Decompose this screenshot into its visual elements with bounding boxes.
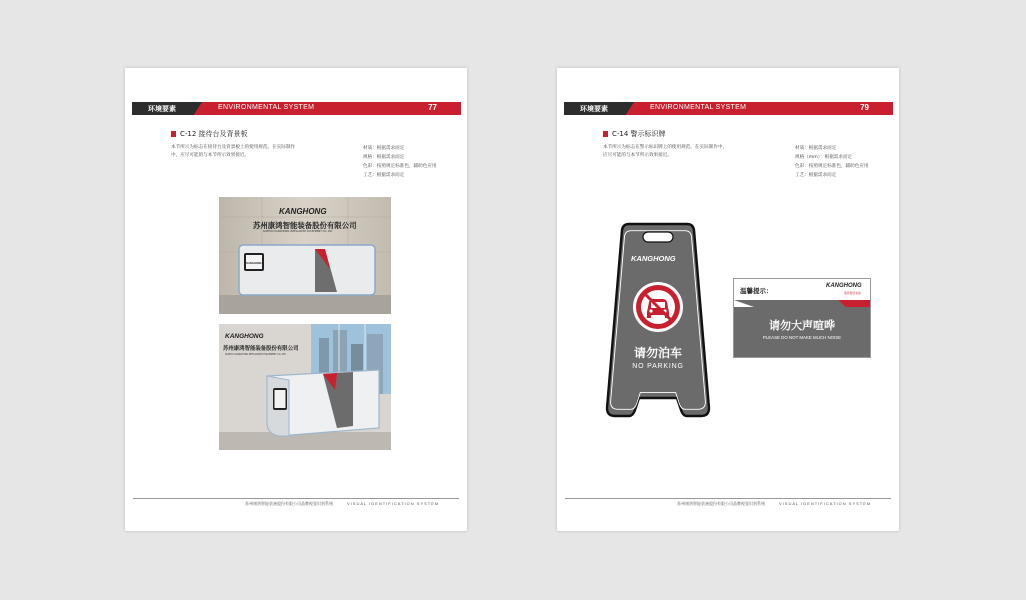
page-footer [245, 501, 439, 507]
no-parking-sign [603, 220, 713, 420]
kanghong-logo: KANGHONG [631, 254, 676, 263]
section-title-text: C-14 警示标识牌 [612, 130, 666, 138]
spec-item: 材质：根据需求而定 [363, 146, 405, 151]
section-title [603, 129, 666, 139]
page-footer [677, 501, 871, 507]
reminder-label: 温馨提示： [740, 287, 773, 295]
section-title-text: C-12 接待台及背景板 [180, 130, 248, 138]
desk-screen-logo: KANGHONG [246, 262, 262, 265]
company-name-cn: 苏州康鸿智能装备股份有限公司 [253, 221, 357, 230]
manual-page-left [125, 68, 467, 531]
header-cn-title: 环境要素 [148, 105, 176, 113]
spec-item: 色彩：按照规定标准色，辅助色应用 [795, 164, 869, 169]
reception-desk-photo-front [219, 197, 391, 314]
page-number: 79 [860, 103, 869, 112]
section-description: 本节所示为标志在警示标识牌上的使用规范。在实际制作中，应尽可能的与本节所示效果接近。 [603, 145, 728, 158]
footer-en: VISUAL IDENTIFICATION SYSTEM [779, 501, 872, 506]
header-en-title: ENVIRONMENTAL SYSTEM [650, 104, 747, 111]
reception-desk-angle-illustration [219, 324, 391, 450]
kanghong-logo: KANGHONG [826, 283, 862, 289]
section-title [171, 129, 248, 139]
reception-desk-photo-angle [219, 324, 391, 450]
footer-divider [565, 498, 891, 499]
quiet-reminder-sign [733, 278, 871, 358]
spec-item: 规格：根据需求而定 [363, 155, 405, 160]
no-parking-text-cn: 请勿泊车 [633, 346, 682, 360]
page-header-bar [132, 102, 461, 115]
kanghong-logo: KANGHONG [279, 207, 327, 216]
section-description: 本节所示为标志在接待台及背景板上的使用规范。在实际制作中，应尽可能的与本节所示效果接近。 [171, 145, 296, 158]
quiet-text-en: PLEASE DO NOT MAKE MUCH NOISE [762, 335, 842, 340]
footer-divider [133, 498, 459, 499]
section-marker-icon [603, 131, 608, 137]
company-name-cn: 苏州康鸿智能装备股份有限公司 [223, 346, 299, 352]
logo-subtitle: 康鸿智能装备 [844, 291, 861, 295]
spec-item: 材质：根据需求而定 [795, 146, 837, 151]
page-number: 77 [428, 103, 437, 112]
header-en-title: ENVIRONMENTAL SYSTEM [218, 104, 315, 111]
spec-list [795, 144, 885, 180]
footer-cn: 苏州康鸿智能装备股份有限公司品牌视觉识别系统 [677, 501, 765, 506]
spec-item: 工艺：根据需求而定 [363, 173, 405, 178]
page-header-bar [564, 102, 893, 115]
company-name-en: SUZHOU KANGHONG INTELLIGENT EQUIPMENT CO.,LTD [225, 353, 286, 356]
kanghong-logo: KANGHONG [225, 333, 264, 340]
spec-item: 工艺：根据需求而定 [795, 173, 837, 178]
quiet-text-cn: 请勿大声喧哗 [769, 319, 835, 332]
section-marker-icon [171, 131, 176, 137]
company-name-en: SUZHOU KANGHONG INTELLIGENT EQUIPMENT CO.,LTD [263, 230, 333, 233]
footer-cn: 苏州康鸿智能装备股份有限公司品牌视觉识别系统 [245, 501, 333, 506]
spec-item: 规格（mm）：根据需求而定 [795, 155, 853, 160]
header-cn-title: 环境要素 [580, 105, 608, 113]
manual-page-right [557, 68, 899, 531]
footer-en: VISUAL IDENTIFICATION SYSTEM [347, 501, 440, 506]
spec-list [363, 144, 453, 180]
a-frame-sign-illustration [603, 220, 713, 420]
spec-item: 色彩：按照规定标准色，辅助色应用 [363, 164, 437, 169]
no-parking-text-en: NO PARKING [632, 363, 684, 370]
